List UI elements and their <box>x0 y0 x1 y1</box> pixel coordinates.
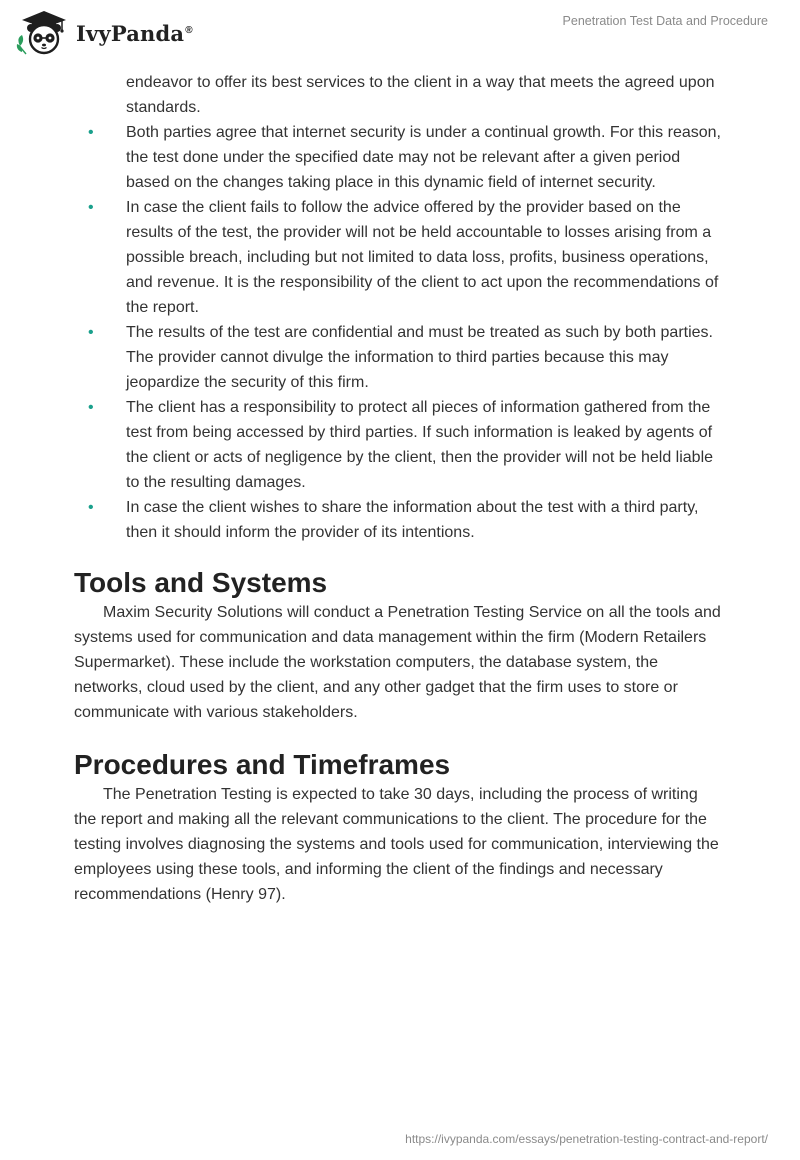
list-item <box>74 320 724 395</box>
procedures-section-heading: Procedures and Timeframes <box>74 749 451 780</box>
term-text: endeavor to offer its best services to the client in a way that meets the agreed upon standards. <box>126 74 715 116</box>
document-title: Penetration Test Data and Procedure <box>562 14 768 28</box>
tools-section-heading: Tools and Systems <box>74 567 328 598</box>
source-url-link[interactable]: https://ivypanda.com/essays/penetration-testing-contract-and-report/ <box>405 1132 768 1146</box>
bullet-icon: • <box>88 124 94 141</box>
list-item <box>74 495 724 545</box>
ivypanda-logo[interactable] <box>14 8 193 56</box>
list-item <box>74 195 724 320</box>
terms-list <box>74 70 724 545</box>
list-item <box>74 70 724 120</box>
list-item <box>74 395 724 495</box>
logo-wordmark: IvyPanda® <box>76 20 193 46</box>
essay-content <box>74 70 724 907</box>
bullet-icon: • <box>88 399 94 416</box>
list-item <box>74 120 724 195</box>
procedures-section-paragraph: The Penetration Testing is expected to take 30 days, including the process of writing the report and making all the relevant communications to the client. The procedure for the testing involves diagnosing the systems and tools used for communication, interviewing the employees using these tools, and informing the client of the findings and necessary recommendations (Henry 97). <box>74 786 719 903</box>
bullet-icon: • <box>88 324 94 341</box>
bullet-icon: • <box>88 499 94 516</box>
term-text: The results of the test are confidential and must be treated as such by both parties. The provider cannot divulge the information to third parties because this may jeopardize the security of this firm. <box>126 324 713 391</box>
panda-graduate-logo-icon <box>14 8 70 56</box>
term-text: The client has a responsibility to protect all pieces of information gathered from the test from being accessed by third parties. If such information is leaked by agents of the client or acts of negligence by the client, then the provider will not be held liable to the resulting damages. <box>126 399 714 491</box>
tools-section-paragraph: Maxim Security Solutions will conduct a Penetration Testing Service on all the tools and systems used for communication and data management within the firm (Modern Retailers Supermarket). These include the workstation computers, the database system, the networks, cloud used by the client, and any other gadget that the firm uses to store or communicate with various stakeholders. <box>74 604 721 721</box>
term-text: Both parties agree that internet security is under a continual growth. For this reason, the test done under the specified date may not be relevant after a given period based on the changes taking place in this dynamic field of internet security. <box>126 124 721 191</box>
term-text: In case the client wishes to share the information about the test with a third party, then it should inform the provider of its intentions. <box>126 499 699 541</box>
page-header <box>0 0 800 60</box>
term-text: In case the client fails to follow the advice offered by the provider based on the results of the test, the provider will not be held accountable to losses arising from a possible breach, including but not limited to data loss, profits, business operations, and revenue. It is the responsibility of the client to act upon the recommendations of the report. <box>126 199 719 316</box>
bullet-icon: • <box>88 199 94 216</box>
